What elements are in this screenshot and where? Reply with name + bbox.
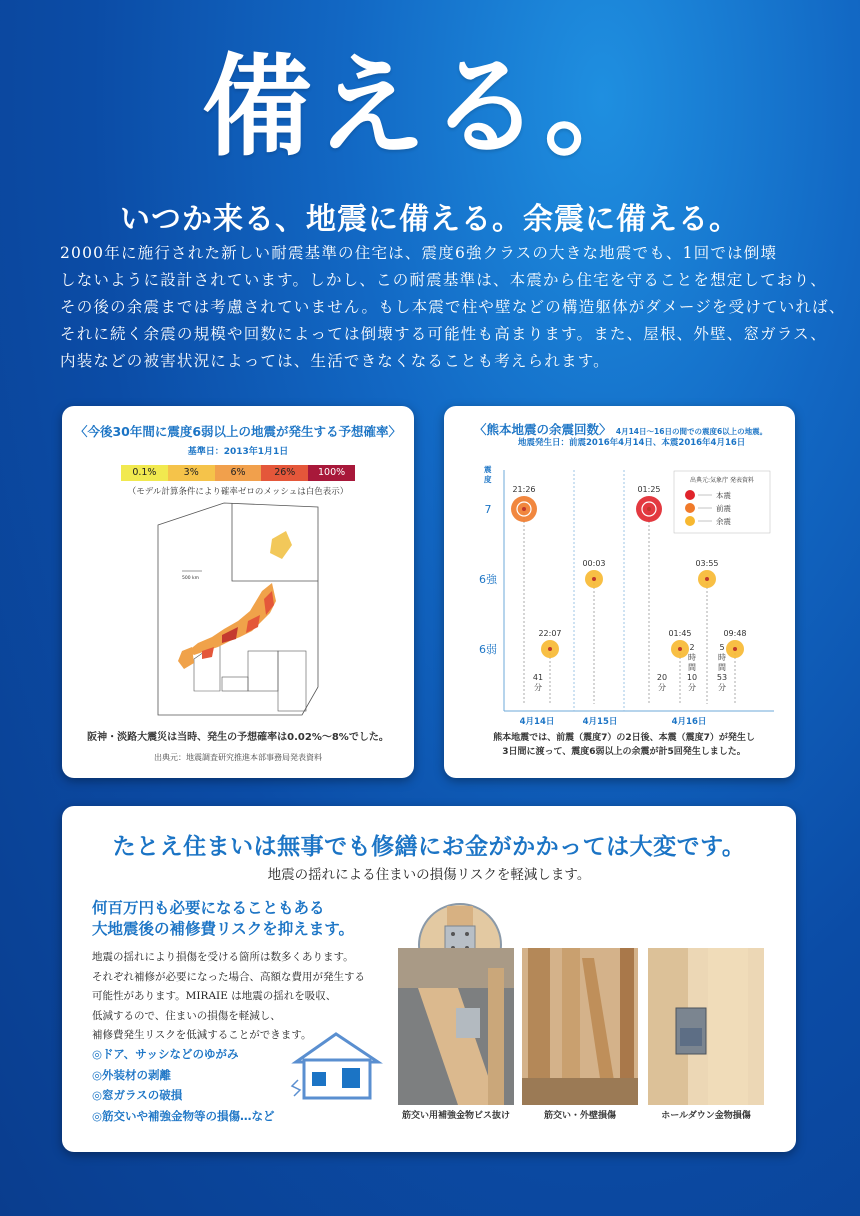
intro-line: 内装などの被害状況によっては、生活できなくなることも考えられます。 xyxy=(60,352,610,370)
x-tick-label: 4月15日 xyxy=(582,717,618,727)
intro-line: その後の余震までは考慮されていません。もし本震で柱や壁などの構造躯体がダメージを受けていれば、 xyxy=(60,298,846,316)
repair-risk-heading xyxy=(92,898,354,940)
y-tick-label: 6弱 xyxy=(479,643,497,656)
repair-risk-heading-line: 何百万円も必要になることもある xyxy=(92,899,325,917)
intro-text xyxy=(60,240,846,375)
damage-item: ◎窓ガラスの破損 xyxy=(92,1088,183,1102)
interval-label: 5 xyxy=(719,643,725,652)
legend-item: 0.1% xyxy=(121,465,168,481)
quake-center xyxy=(592,577,596,581)
photo-caption: 筋交い・外壁損傷 xyxy=(543,1111,616,1121)
quake-time-label: 00:03 xyxy=(582,559,606,568)
interval-label: 分 xyxy=(658,683,666,692)
quake-center xyxy=(548,647,552,651)
body-line: 可能性があります。MIRAIE は地震の揺れを吸収、 xyxy=(92,990,337,1002)
damage-item: ◎外装材の剥離 xyxy=(92,1067,172,1082)
interval-label: 分 xyxy=(718,683,726,692)
legend-label: 前震 xyxy=(716,504,731,513)
brace-screw-photo xyxy=(398,948,514,1105)
damage-list xyxy=(92,1044,275,1126)
quake-center xyxy=(733,647,737,651)
legend-label: 本震 xyxy=(716,491,731,500)
interval-label: 時 xyxy=(688,653,696,662)
aftershock-title-text: 〈熊本地震の余震回数〉 xyxy=(474,422,612,437)
interval-label: 分 xyxy=(688,683,696,692)
map-caption: 阪神・淡路大震災は当時、発生の予想確率は0.02%〜8%でした。 xyxy=(87,732,389,743)
legend-note: （モデル計算条件により確率ゼロのメッシュは白色表示） xyxy=(127,487,349,497)
wall-damage-photo xyxy=(522,948,638,1105)
interval-label: 時 xyxy=(718,653,726,662)
intro-line: それに続く余震の規模や回数によっては倒壊する可能性も高まります。また、屋根、外壁、窓ガラス、 xyxy=(60,325,827,343)
interval-label: 2 xyxy=(689,643,695,652)
interval-label: 53 xyxy=(716,673,728,682)
aftershock-card xyxy=(444,406,795,778)
interval-label: 分 xyxy=(534,683,542,692)
body-line: 低減するので、住まいの損傷を軽減し、 xyxy=(92,1009,281,1022)
legend-label: 余震 xyxy=(716,517,731,526)
damage-item: ◎筋交いや補強金物等の損傷…など xyxy=(92,1108,275,1123)
quake-center xyxy=(647,507,651,511)
photo-caption: ホールダウン金物損傷 xyxy=(661,1111,751,1121)
quake-time-label: 01:25 xyxy=(637,485,661,494)
legend-swatch xyxy=(685,516,695,526)
page-subtitle: いつか来る、地震に備える。余震に備える。 xyxy=(120,202,740,237)
aftershock-caption-line: 熊本地震では、前震（震度7）の2日後、本震（震度7）が発生し xyxy=(493,733,755,743)
legend-swatch xyxy=(685,490,695,500)
legend-item: 26% xyxy=(261,465,308,481)
interval-label: 41 xyxy=(532,673,544,682)
map-card-title: 〈今後30年間に震度6弱以上の地震が発生する予想確率〉 xyxy=(74,424,402,439)
y-tick-label: 7 xyxy=(484,503,492,516)
repair-heading: たとえ住まいは無事でも修繕にお金がかかっては大変です。 xyxy=(112,834,746,860)
aftershock-caption-line: 3日間に渡って、震度6弱以上の余震が計5回発生しました。 xyxy=(502,747,746,757)
quake-center xyxy=(678,647,682,651)
photo-caption: 筋交い用補強金物ビス抜け xyxy=(401,1111,510,1121)
repair-subheading: 地震の揺れによる住まいの損傷リスクを軽減します。 xyxy=(267,867,591,883)
legend-swatch xyxy=(685,503,695,513)
interval-label: 間 xyxy=(688,663,696,672)
legend-item: 3% xyxy=(168,465,215,481)
holddown-bracket-photo xyxy=(648,948,764,1105)
intro-line: しないように設計されています。しかし、この耐震基準は、本震から住宅を守ることを想定しており、 xyxy=(60,271,827,289)
aftershock-chart xyxy=(444,406,795,778)
page-title: 備える。 xyxy=(202,43,658,171)
interval-label: 10 xyxy=(686,673,698,682)
repair-risk-heading-line: 大地震後の補修費リスクを抑えます。 xyxy=(92,920,354,938)
x-tick-label: 4月16日 xyxy=(671,717,707,727)
damaged-house-icon xyxy=(290,1028,390,1102)
probability-map-card xyxy=(62,406,414,778)
probability-legend xyxy=(121,465,355,481)
quake-time-label: 01:45 xyxy=(668,629,692,638)
quake-center xyxy=(705,577,709,581)
repair-risk-card xyxy=(62,806,796,1152)
intro-line: 2000年に施行された新しい耐震基準の住宅は、震度6強クラスの大きな地震でも、1回では倒壊 xyxy=(60,244,778,262)
interval-label: 間 xyxy=(718,663,726,672)
map-base-date: 基準日：2013年1月1日 xyxy=(187,447,289,457)
aftershock-title-note: 4月14日〜16日の間での震度6以上の地震。 xyxy=(615,427,768,436)
legend-item: 100% xyxy=(308,465,355,481)
map-source: 出典元：地震調査研究推進本部事務局発表資料 xyxy=(154,753,322,762)
quake-time-label: 21:26 xyxy=(512,485,536,494)
map-scale-label: 500 km xyxy=(182,576,200,581)
quake-time-label: 09:48 xyxy=(723,629,747,638)
quake-time-label: 22:07 xyxy=(538,629,562,638)
chart-legend-source: 出典元:気象庁 発表資料 xyxy=(690,477,754,484)
body-line: 地震の揺れにより損傷を受ける箇所は数多くあります。 xyxy=(92,951,354,963)
japan-map xyxy=(152,501,324,719)
aftershock-subtitle: 地震発生日：前震2016年4月14日、本震2016年4月16日 xyxy=(518,438,746,448)
y-axis-label: 度 xyxy=(484,475,492,484)
x-tick-label: 4月14日 xyxy=(519,717,555,727)
aftershock-caption xyxy=(474,731,774,759)
y-axis-label: 震 xyxy=(484,465,492,474)
y-tick-label: 6強 xyxy=(479,573,497,586)
quake-center xyxy=(522,507,526,511)
body-line: それぞれ補修が必要になった場合、高額な費用が発生する xyxy=(92,970,365,983)
body-line: 補修費発生リスクを低減することができます。 xyxy=(92,1029,312,1041)
interval-label: 20 xyxy=(656,673,668,682)
legend-item: 6% xyxy=(215,465,262,481)
damage-item: ◎ドア、サッシなどのゆがみ xyxy=(92,1047,239,1061)
quake-time-label: 03:55 xyxy=(695,559,719,568)
